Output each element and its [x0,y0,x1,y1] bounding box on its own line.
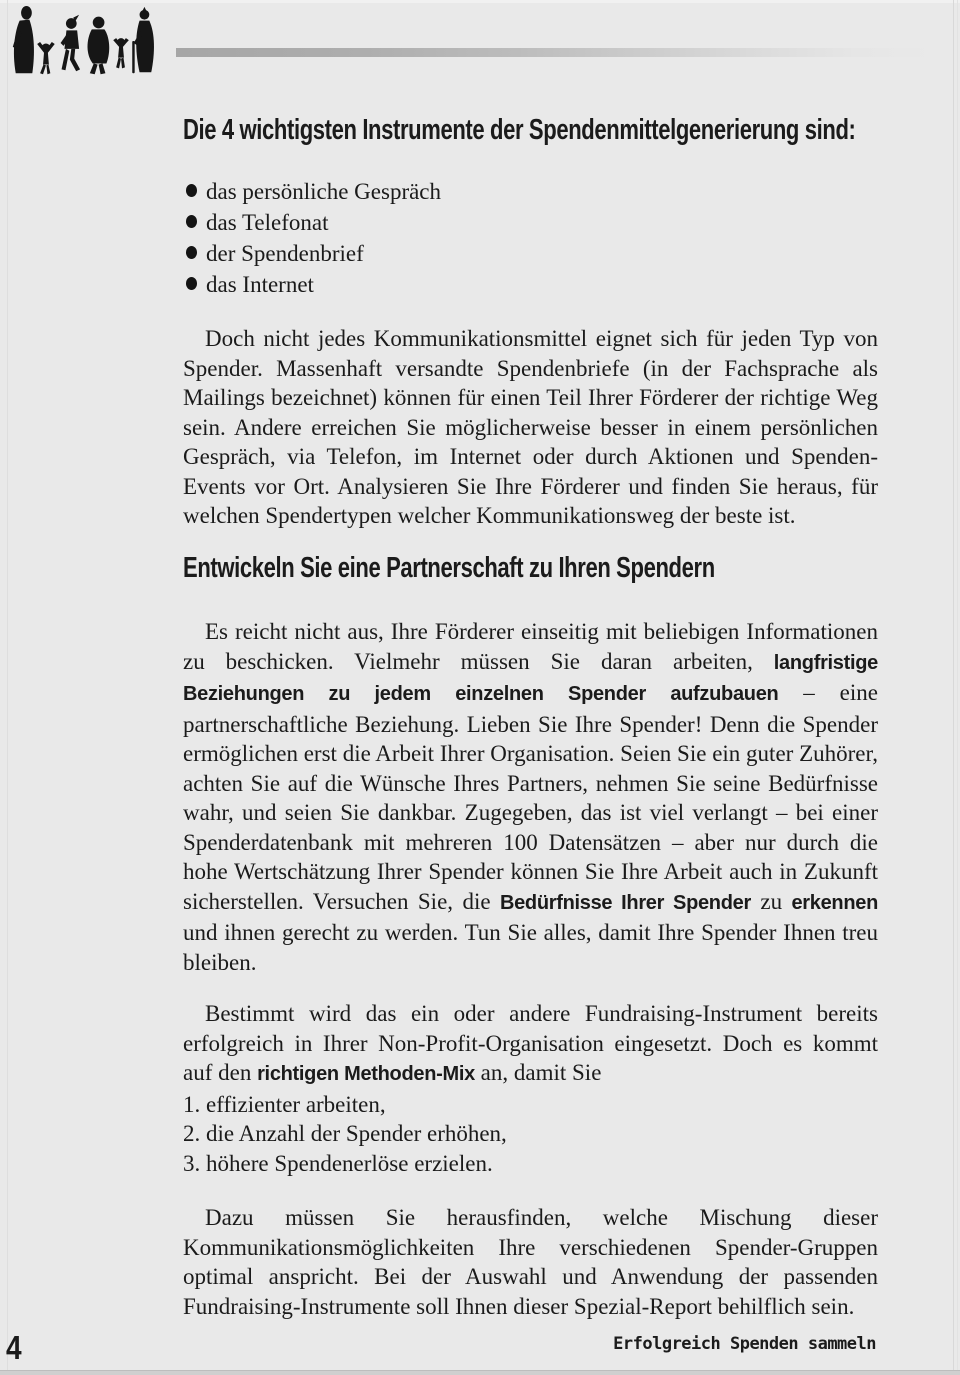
page-right-edge [953,0,954,1375]
list-item [183,269,878,300]
text-run: Es reicht nicht aus, Ihre Förderer einseitig mit beliebigen Informationen zu beschicken. Vielmehr müssen Sie daran arbeiten, [183,619,878,674]
numbered-list-item: 3. höhere Spendenerlöse erzielen. [183,1150,493,1176]
paragraph-partnership [183,617,878,977]
header-rule [176,48,932,57]
page-right-edge-outer [957,0,958,1375]
bullet-icon [186,246,197,259]
numbered-list-item: 1. effizienter arbeiten, [183,1091,386,1117]
paragraph-methods-block [183,999,878,1178]
text-run-bold: erkennen [791,891,879,914]
page-title: Die 4 wichtigsten Instrumente der Spendenmittelgenerierung sind: [183,114,856,146]
section-heading-partnership: Entwickeln Sie eine Partnerschaft zu Ihren Spendern [183,552,715,584]
text-run-bold: langfristige Beziehungen zu jedem einzelnen Spender aufzubauen [183,651,878,705]
text-run: – eine partnerschaftliche Beziehung. Lieben Sie Ihre Spender! Denn die Spender ermöglichen erst die Arbeit Ihrer Organisation. Seien Sie ein guter Zuhörer, achten Sie auf die Wünsche Ihres Partners, nehmen Sie seine Bedürfnisse wahr, und seien Sie dankbar. Zugegeben, das ist viel verlangt – bei einer Spenderdatenbank mit mehreren 100 Datensätzen – aber nur durch die hohe Wertschätzung Ihrer Spender können Sie Ihre Arbeit auch in Zukunft sicherstellen. Versuchen Sie, die [183,680,878,914]
family-silhouettes-icon [4,4,162,82]
list-item-label: das Telefonat [206,210,329,235]
paragraph-intro: Doch nicht jedes Kommunikationsmittel eignet sich für jeden Typ von Spender. Massenhaft versandte Spendenbriefe (in der Fachsprache als Mailings bezeichnet) können für einen Teil Ihrer Förderer der richtige Weg sein. Andere erreichen Sie möglicherweise besser in einem persönlichen Gespräch, via Telefon, im Internet oder durch Aktionen und Spenden-Events vor Ort. Analysieren Sie Ihre Förderer und finden Sie heraus, für welchen Spendertypen welcher Kommunikationsweg der beste ist. [183,326,878,528]
paragraph-methods [183,999,878,1090]
text-run-bold: richtigen Methoden-Mix [257,1063,475,1085]
bullet-icon [186,277,197,290]
page-left-edge [7,0,8,1375]
list-item [183,207,878,238]
list-item-label: das persönliche Gespräch [206,179,442,204]
list-item [183,238,878,269]
page-number: 4 [6,1329,22,1366]
text-run: zu [750,888,792,914]
numbered-list [183,1090,878,1179]
list-item [183,176,878,207]
book-title-footer: Erfolgreich Spenden sammeln [613,1334,876,1354]
list-item-label: der Spendenbrief [206,241,364,266]
text-run: Bestimmt wird das ein oder andere Fundraising-Instrument bereits erfolgreich in Ihrer Non-Profit-Organisation eingesetzt. Doch es kommt auf den [183,1001,878,1085]
bullet-icon [186,215,197,228]
text-run: an, damit Sie [474,1060,602,1085]
list-item-label: das Internet [206,272,314,297]
paragraph-closing: Dazu müssen Sie herausfinden, welche Mischung dieser Kommunikationsmöglichkeiten Ihre verschiedenen Spender-Gruppen optimal anspricht. Bei der Auswahl und Anwendung der passenden Fundraising-Instrumente soll Ihnen dieser Spezial-Report behilflich sein. [183,1205,878,1319]
text-run-bold: Bedürfnisse Ihrer Spender [499,891,751,914]
numbered-list-item: 2. die Anzahl der Spender erhöhen, [183,1121,507,1146]
page-bottom-edge [0,1370,960,1375]
page-top-edge [0,0,960,3]
text-run: und ihnen gerecht zu werden. Tun Sie alles, damit Ihre Spender Ihnen treu bleiben. [183,920,878,975]
bullet-icon [186,184,197,197]
instrument-bullet-list [183,176,878,300]
